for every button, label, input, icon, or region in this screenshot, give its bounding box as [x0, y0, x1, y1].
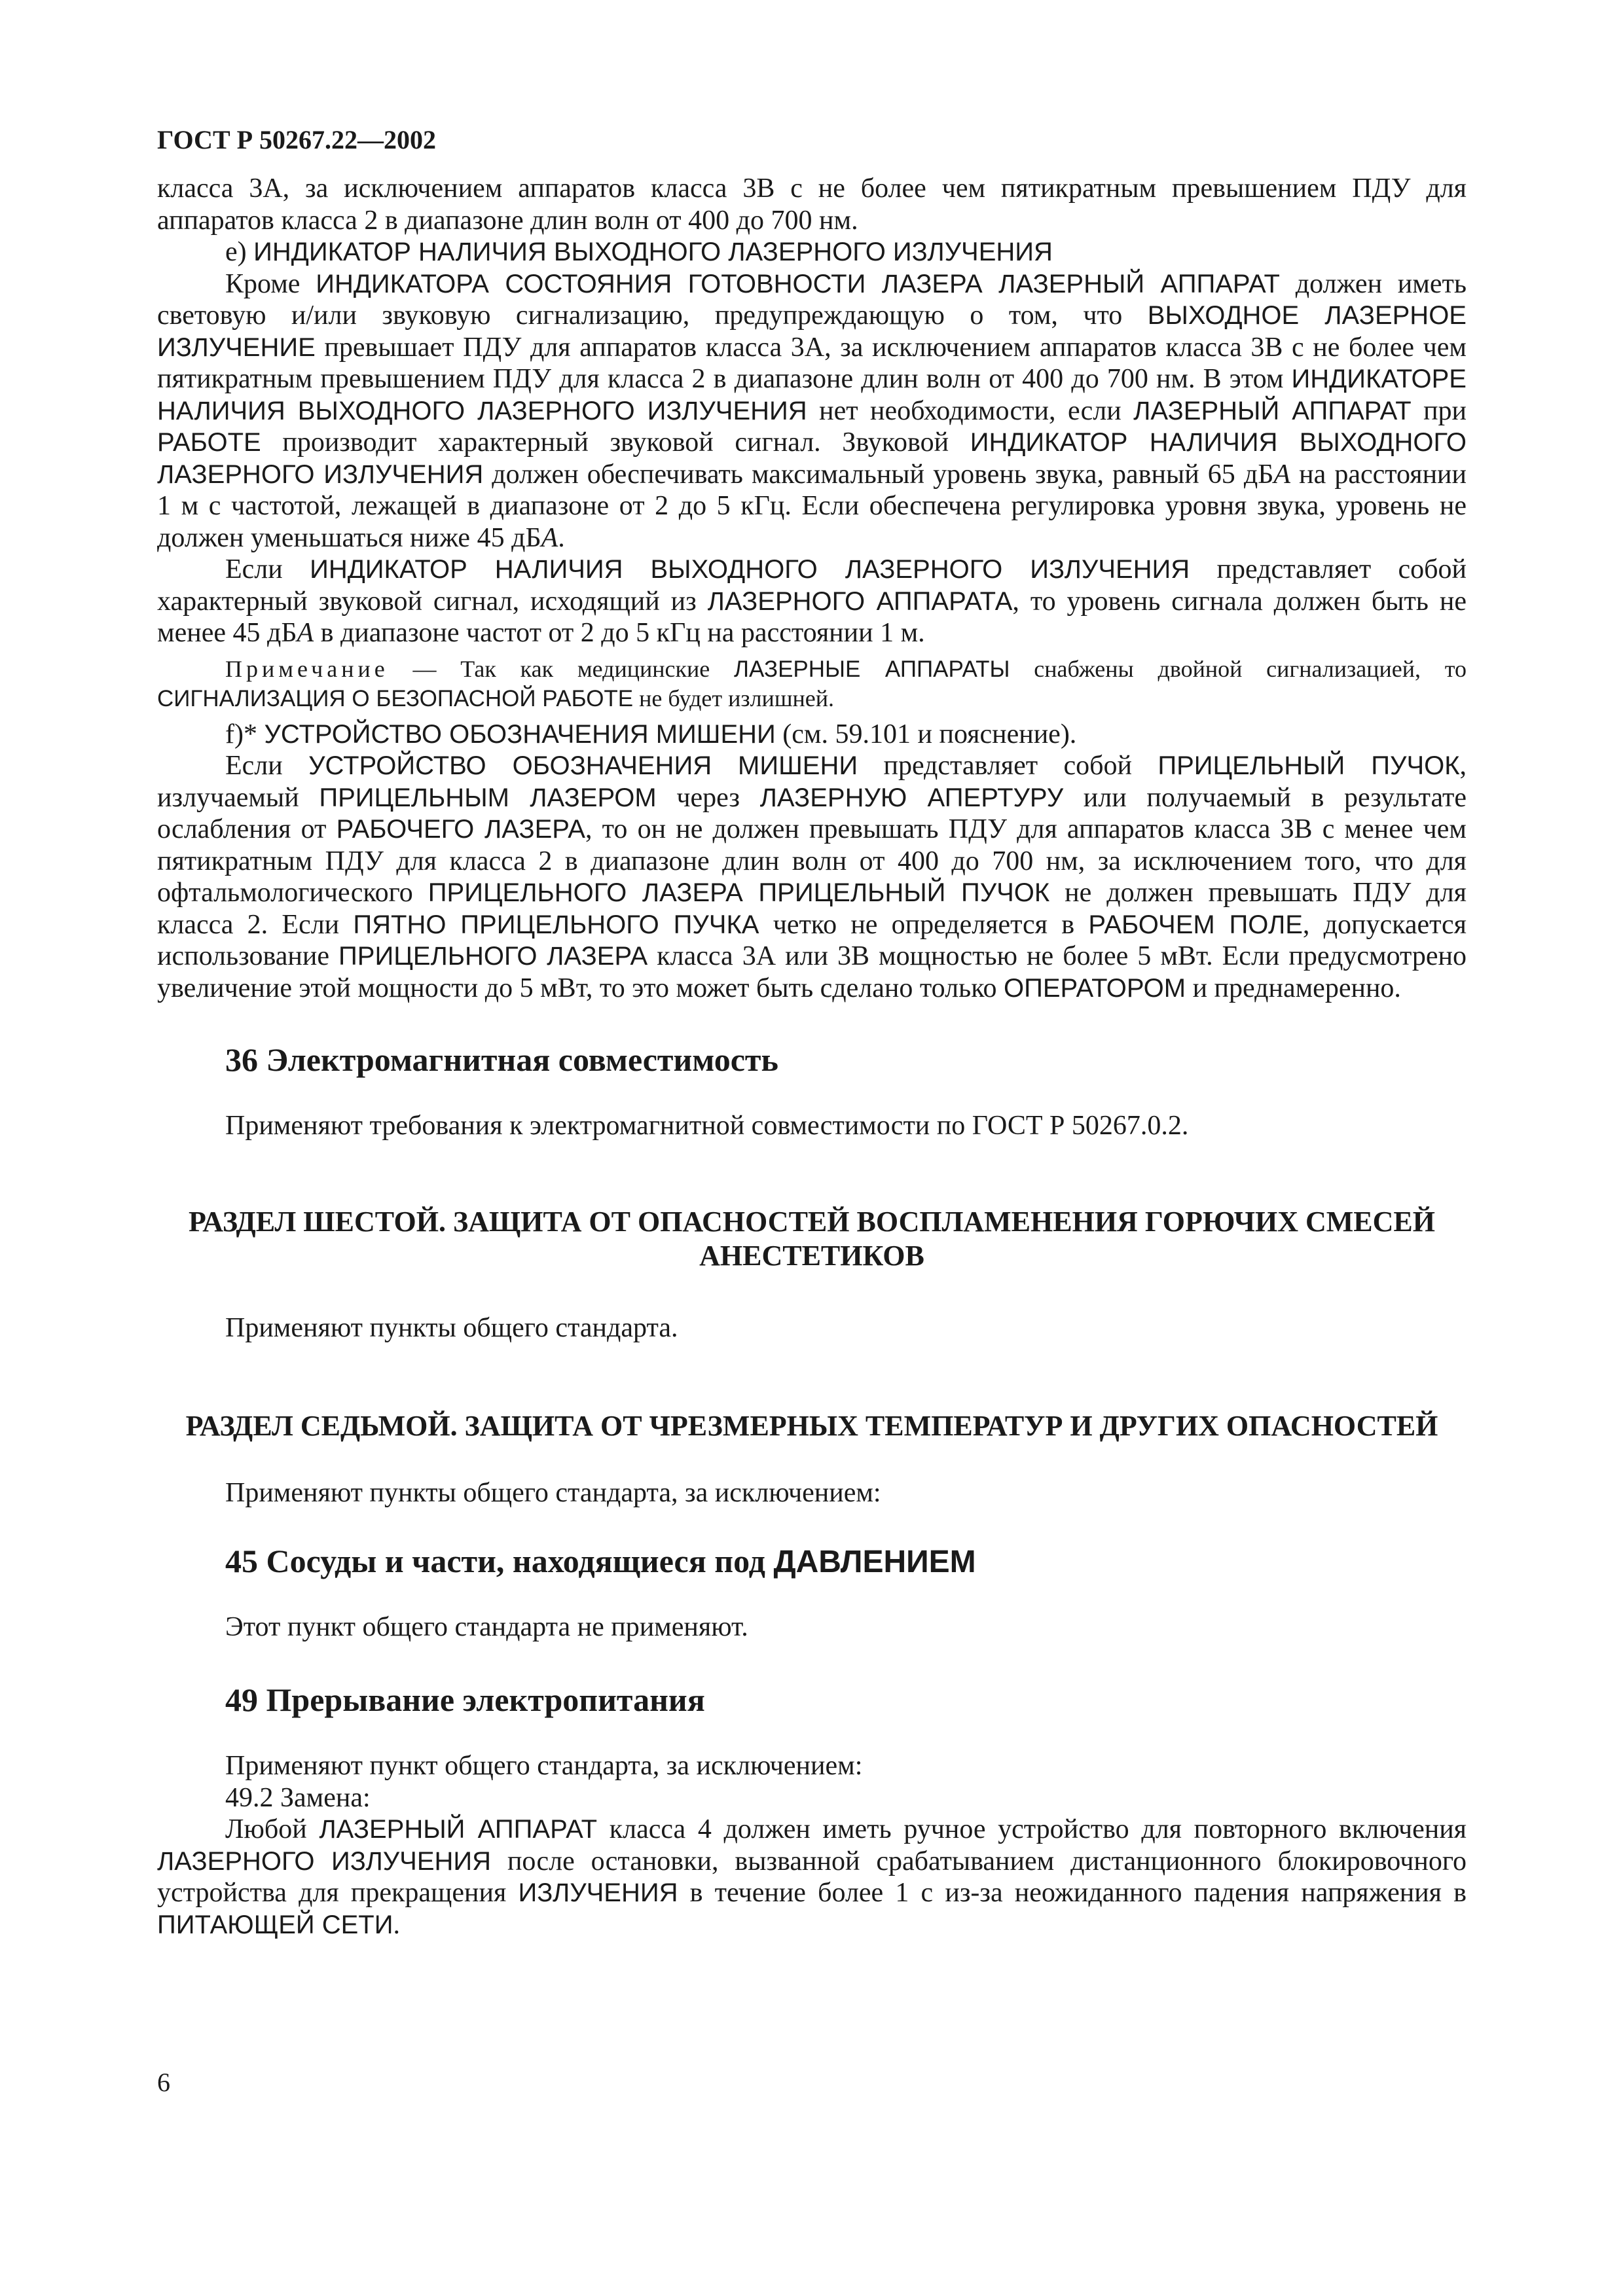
text-run: не будет излишней.	[633, 685, 835, 711]
text-run: или получаемый в результате ослабления от	[157, 782, 1467, 844]
defined-term: РАБОТЕ	[157, 428, 261, 457]
clause-36-title: 36 Электромагнитная совместимость	[225, 1041, 778, 1078]
text-run: производит характерный звуковой сигнал. Звуковой	[261, 427, 970, 457]
clause-45-text: Этот пункт общего стандарта не применяют.	[225, 1611, 748, 1642]
text-run: после остановки, вызванной срабатыванием дистанционного блокировочного устройства для прекращения	[157, 1846, 1467, 1908]
paragraph-audio-indicator	[157, 554, 1467, 649]
defined-term: ИНДИКАТОР НАЛИЧИЯ ВЫХОДНОГО ЛАЗЕРНОГО ИЗЛУЧЕНИЯ	[157, 428, 1467, 489]
note	[157, 655, 1467, 713]
section-6-title-line2: АНЕСТЕТИКОВ	[699, 1239, 924, 1272]
item-f-label: f)*	[225, 719, 264, 749]
text-run: в течение более 1 с из-за неожиданного падения напряжения в	[678, 1878, 1467, 1908]
item-e-heading	[157, 236, 1467, 268]
defined-term: ПРИЦЕЛЬНОГО ЛАЗЕРА	[338, 942, 648, 971]
text-run: класса 3А или 3В мощностью не более 5 мВт. Если предусмотрено увеличение этой мощности до 5 мВт, то это может быть сделано только	[157, 941, 1467, 1003]
text-run: Любой	[225, 1814, 319, 1844]
item-f-title: УСТРОЙСТВО ОБОЗНАЧЕНИЯ МИШЕНИ	[264, 719, 776, 749]
text-run: через	[656, 782, 760, 813]
defined-term: ИНДИКАТОР НАЛИЧИЯ ВЫХОДНОГО ЛАЗЕРНОГО ИЗЛУЧЕНИЯ	[310, 555, 1190, 584]
defined-term: ПРИЦЕЛЬНОГО ЛАЗЕРА ПРИЦЕЛЬНЫЙ ПУЧОК	[428, 878, 1050, 907]
defined-term: ИНДИКАТОРЕ НАЛИЧИЯ ВЫХОДНОГО ЛАЗЕРНОГО ИЗЛУЧЕНИЯ	[157, 365, 1467, 425]
defined-term: ВЫХОДНОЕ ЛАЗЕРНОЕ ИЗЛУЧЕНИЕ	[157, 301, 1467, 362]
text-run: класса 4 должен иметь ручное устройство для повторного включения	[597, 1814, 1467, 1844]
text-run: А	[297, 618, 314, 648]
section-7-title: РАЗДЕЛ СЕДЬМОЙ. ЗАЩИТА ОТ ЧРЕЗМЕРНЫХ ТЕМПЕРАТУР И ДРУГИХ ОПАСНОСТЕЙ	[185, 1410, 1438, 1442]
defined-term: ПРИЦЕЛЬНЫЙ ПУЧОК	[1158, 751, 1460, 780]
text-run: и преднамеренно.	[1186, 973, 1401, 1003]
defined-term: ПРИЦЕЛЬНЫМ ЛАЗЕРОМ	[319, 783, 657, 812]
section-7-text: Применяют пункты общего стандарта, за исключением:	[225, 1478, 881, 1508]
paragraph-target-device	[157, 750, 1467, 1004]
clause-36-text: Применяют требования к электромагнитной совместимости по ГОСТ Р 50267.0.2.	[225, 1111, 1189, 1141]
document-header: ГОСТ Р 50267.22—2002	[157, 125, 437, 154]
item-f-heading	[157, 719, 1467, 751]
defined-term: ЛАЗЕРНЫЙ АППАРАТ	[1133, 396, 1412, 425]
text-run: , допускается использование	[157, 909, 1467, 971]
text-run: .	[558, 522, 565, 553]
clause-45-title-term: ДАВЛЕНИЕМ	[773, 1544, 976, 1579]
text-run: , то он не должен превышать ПДУ для аппаратов класса 3В с менее чем пятикратным ПДУ для класса 2 в диапазоне длин волн от 400 до 700 нм, за исключением того, что для офтальмологического	[157, 814, 1467, 908]
defined-term: УСТРОЙСТВО ОБОЗНАЧЕНИЯ МИШЕНИ	[308, 751, 858, 780]
section-6-text: Применяют пункты общего стандарта.	[225, 1312, 678, 1343]
paragraph-output-indicator	[157, 268, 1467, 554]
defined-term: ЛАЗЕРНОГО ИЗЛУЧЕНИЯ	[157, 1846, 492, 1876]
text-run: А	[541, 522, 558, 553]
item-e-title: ИНДИКАТОР НАЛИЧИЯ ВЫХОДНОГО ЛАЗЕРНОГО ИЗЛУЧЕНИЯ	[253, 238, 1053, 266]
section-6-title-line1: РАЗДЕЛ ШЕСТОЙ. ЗАЩИТА ОТ ОПАСНОСТЕЙ ВОСПЛАМЕНЕНИЯ ГОРЮЧИХ СМЕСЕЙ	[189, 1205, 1435, 1238]
text-run: превышает ПДУ для аппаратов класса 3А, за исключением аппаратов класса 3В с не более чем пятикратным превышением ПДУ для класса 2 в диапазоне длин волн от 400 до 700 нм. В этом	[157, 332, 1467, 394]
text-run: представляет собой характерный звуковой сигнал, исходящий из	[157, 554, 1467, 617]
clause-49-text2: 49.2 Замена:	[225, 1782, 371, 1813]
text-run: Кроме	[225, 268, 316, 299]
defined-term: ПЯТНО ПРИЦЕЛЬНОГО ПУЧКА	[353, 910, 759, 939]
text-run: не должен превышать ПДУ для класса 2. Если	[157, 878, 1467, 940]
text-run: представляет собой	[858, 751, 1158, 781]
section-6-title	[157, 1205, 1467, 1273]
defined-term: ПИТАЮЩЕЙ СЕТИ	[157, 1910, 393, 1939]
clause-45-title-prefix: 45 Сосуды и части, находящиеся под	[225, 1542, 774, 1579]
defined-term: ЛАЗЕРНОГО АППАРАТА	[707, 586, 1013, 616]
defined-term: ИНДИКАТОРА СОСТОЯНИЯ ГОТОВНОСТИ ЛАЗЕРА ЛАЗЕРНЫЙ АППАРАТ	[316, 269, 1280, 298]
text-run: должен иметь световую и/или звуковую сигнализацию, предупреждающую о том, что	[157, 268, 1467, 331]
paragraph-continuation: класса 3А, за исключением аппаратов класса 3В с не более чем пятикратным превышением ПДУ для аппаратов класса 2 в диапазоне длин волн от 400 до 700 нм.	[157, 173, 1467, 236]
item-f-tail: (см. 59.101 и пояснение).	[775, 719, 1077, 749]
text-run: , излучаемый	[157, 751, 1467, 813]
defined-term: РАБОЧЕГО ЛАЗЕРА	[336, 815, 585, 844]
text-run: Если	[225, 751, 309, 781]
text-run: при	[1411, 395, 1467, 426]
text-run: .	[393, 1909, 400, 1940]
defined-term: ОПЕРАТОРОМ	[1003, 973, 1186, 1003]
text-run: снабжены двойной сигнализацией, то	[1010, 655, 1467, 682]
text-run: , то уровень сигнала должен быть не менее 45 дБ	[157, 586, 1467, 648]
text-run: А	[1273, 459, 1291, 490]
text-run: четко не определяется в	[759, 909, 1089, 940]
clause-49-text1: Применяют пункт общего стандарта, за исключением:	[225, 1751, 863, 1781]
item-e-label: е)	[225, 237, 254, 267]
clause-49-paragraph	[157, 1814, 1467, 1941]
text-run: должен обеспечивать максимальный уровень звука, равный 65 дБ	[483, 459, 1274, 490]
text-run: — Так как медицинские	[388, 655, 735, 682]
text-run: нет необходимости, если	[807, 395, 1134, 426]
defined-term: ИЗЛУЧЕНИЯ	[518, 1878, 678, 1907]
defined-term: РАБОЧЕМ ПОЛЕ	[1088, 910, 1303, 939]
defined-term: ЛАЗЕРНЫЙ АППАРАТ	[319, 1815, 598, 1844]
defined-term: ЛАЗЕРНУЮ АПЕРТУРУ	[759, 783, 1064, 812]
defined-term: ЛАЗЕРНЫЕ АППАРАТЫ	[734, 656, 1010, 682]
page-number: 6	[157, 2068, 170, 2097]
document-page	[157, 124, 1467, 1941]
clause-45-title	[157, 1542, 1467, 1580]
note-label: Примечание	[225, 655, 389, 682]
defined-term: СИГНАЛИЗАЦИЯ О БЕЗОПАСНОЙ РАБОТЕ	[157, 685, 634, 711]
text-run: на расстоянии 1 м с частотой, лежащей в диапазоне от 2 до 5 кГц. Если обеспечена регулировка уровня звука, уровень не должен уменьшаться ниже 45 дБ	[157, 459, 1467, 553]
text-run: в диапазоне частот от 2 до 5 кГц на расстоянии 1 м.	[314, 618, 925, 648]
text-run: Если	[225, 554, 310, 584]
clause-49-title: 49 Прерывание электропитания	[225, 1681, 705, 1718]
